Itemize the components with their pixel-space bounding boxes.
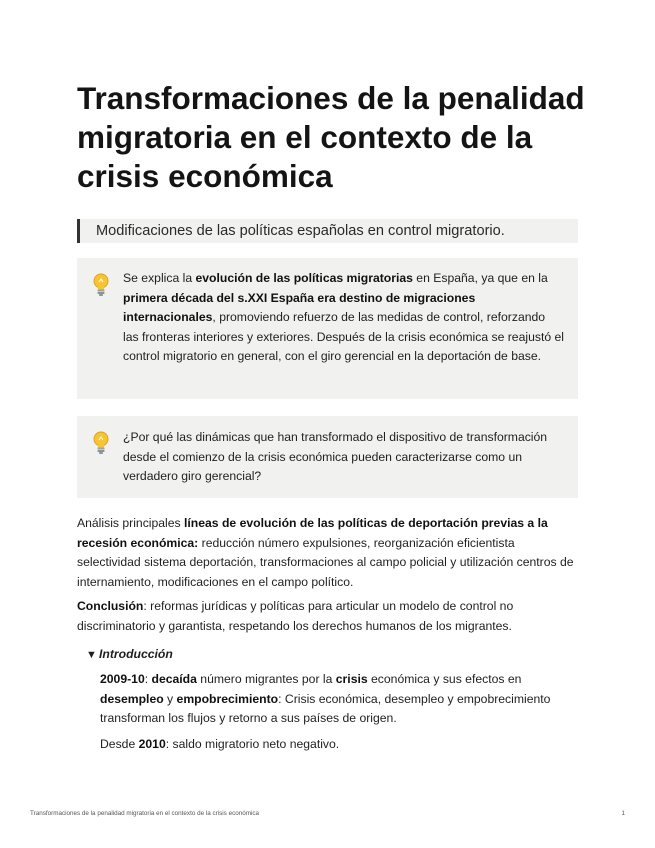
toggle-introduccion[interactable] — [86, 645, 173, 666]
analysis-paragraph: Análisis principales líneas de evolución de las políticas de deportación previas a la recesión económica: reducción número expulsiones, reorganización eficientista selectividad sistema deportación, transformaciones al campo policial y utilización centros de internamiento, modificaciones en el campo político. — [77, 516, 574, 589]
callout-summary — [77, 258, 578, 399]
callout-question-text: ¿Por qué las dinámicas que han transformado el dispositivo de transformación desde el comienzo de la crisis económica pueden caracterizarse como un verdadero giro gerencial? — [123, 430, 548, 484]
callout-summary-text: Se explica la evolución de las políticas migratorias en España, ya que en la primera década del s.XXI España era destino de migraciones internacionales, promoviendo refuerzo de las medidas de control, reforzando las fronteras interiores y exteriores. Después de la crisis económica se reajustó el control migratorio en general, con el giro gerencial en la deportación de base. — [123, 271, 564, 364]
callout-question — [77, 416, 578, 498]
toggle-label: Introducción — [99, 647, 173, 661]
toggle-triangle-icon[interactable]: ▼ — [86, 649, 97, 661]
lightbulb-icon — [92, 431, 110, 455]
page-number: 1 — [621, 810, 625, 817]
footer-title: Transformaciones de la penalidad migratoria en el contexto de la crisis económica — [30, 810, 260, 817]
page-title: Transformaciones de la penalidad migratoria en el contexto de la crisis económica — [77, 80, 585, 194]
intro-paragraph-2010: Desde 2010: saldo migratorio neto negativo. — [100, 737, 340, 751]
subtitle-quote: Modificaciones de las políticas españolas en control migratorio. — [77, 219, 578, 243]
conclusion-paragraph: Conclusión: reformas jurídicas y políticas para articular un modelo de control no discriminatorio y garantista, respetando los derechos humanos de los migrantes. — [77, 599, 514, 633]
lightbulb-icon — [92, 273, 110, 297]
intro-paragraph-2009: 2009-10: decaída número migrantes por la crisis económica y sus efectos en desempleo y empobrecimiento: Crisis económica, desempleo y empobrecimiento transforman los flujos y retorno a sus países de origen. — [100, 672, 551, 726]
